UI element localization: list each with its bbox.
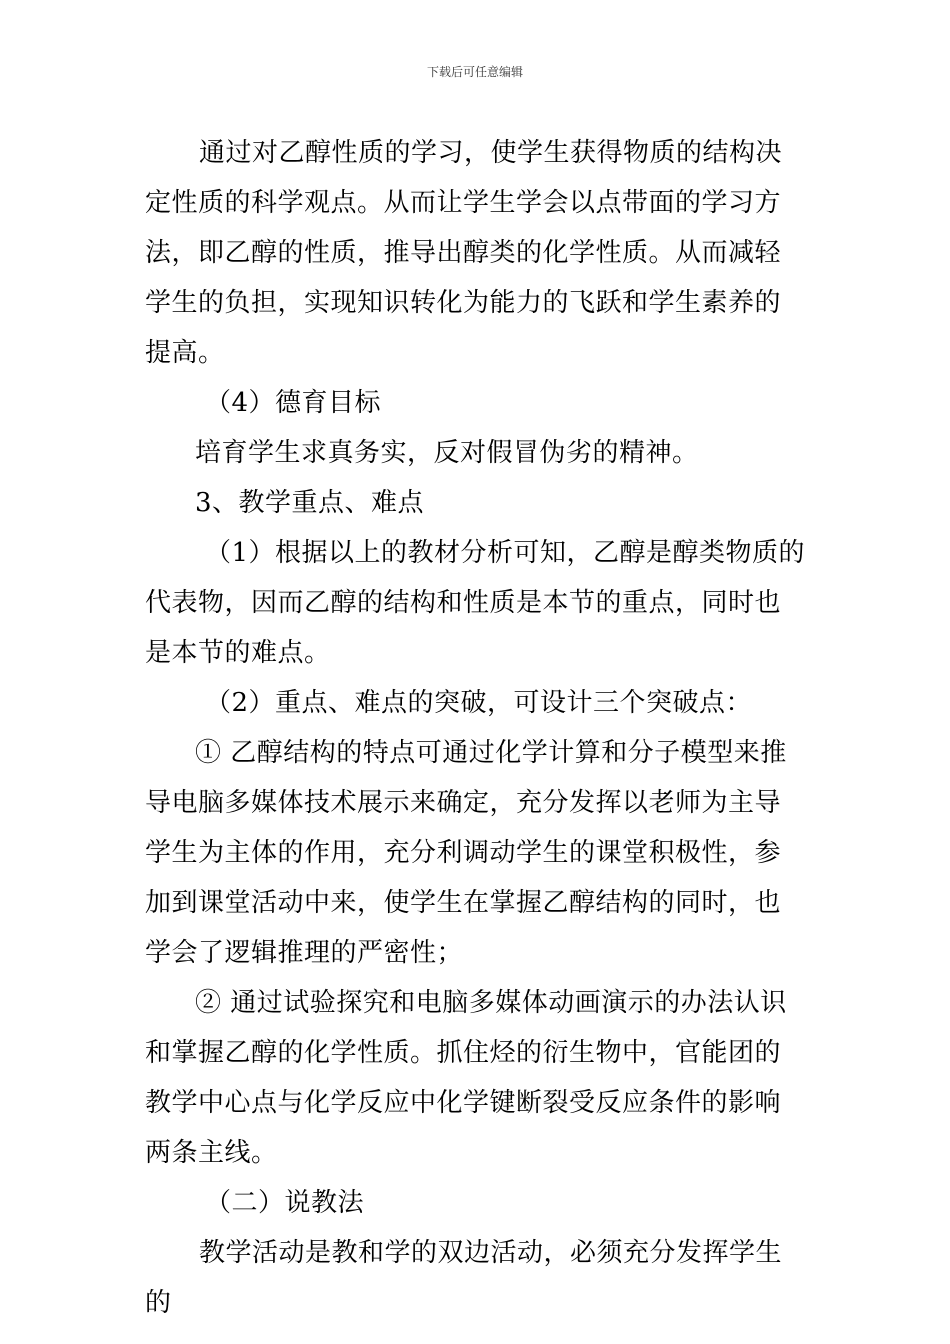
document-body <box>145 128 807 1328</box>
paragraph-breakthrough-1: ① 乙醇结构的特点可通过化学计算和分子模型来推导电脑多媒体技术展示来确定，充分发挥以老师为主导学生为主体的作用，充分利调动学生的课堂积极性，参加到课堂活动中来，使学生在掌握乙醇结构的同时，也学会了逻辑推理的严密性； <box>145 738 787 968</box>
heading-key-points: 3、教学重点、难点 <box>195 488 425 518</box>
paragraph-learning-method: 通过对乙醇性质的学习，使学生获得物质的结构决定性质的科学观点。从而让学生学会以点带面的学习方法，即乙醇的性质，推导出醇类的化学性质。从而减轻学生的负担，实现知识转化为能力的飞跃和学生素养的提高。 <box>145 138 783 368</box>
paragraph-teaching-method: 教学活动是教和学的双边活动，必须充分发挥学生的 <box>145 1238 783 1318</box>
paragraph-moral-goal: 培育学生求真务实，反对假冒伪劣的精神。 <box>195 438 699 468</box>
heading-moral-goal: （4）德育目标 <box>205 388 382 418</box>
heading-teaching-method: （二）说教法 <box>205 1188 365 1218</box>
paragraph-breakthrough-2: ② 通过试验探究和电脑多媒体动画演示的办法认识和掌握乙醇的化学性质。抓住烃的衍生物中，官能团的教学中心点与化学反应中化学键断裂受反应条件的影响两条主线。 <box>145 988 787 1168</box>
paragraph-key-point-2: （2）重点、难点的突破，可设计三个突破点： <box>205 688 753 718</box>
page-header: 下载后可任意编辑 <box>426 65 523 79</box>
paragraph-key-point-1: （1）根据以上的教材分析可知，乙醇是醇类物质的代表物，因而乙醇的结构和性质是本节的重点，同时也是本节的难点。 <box>145 538 806 668</box>
